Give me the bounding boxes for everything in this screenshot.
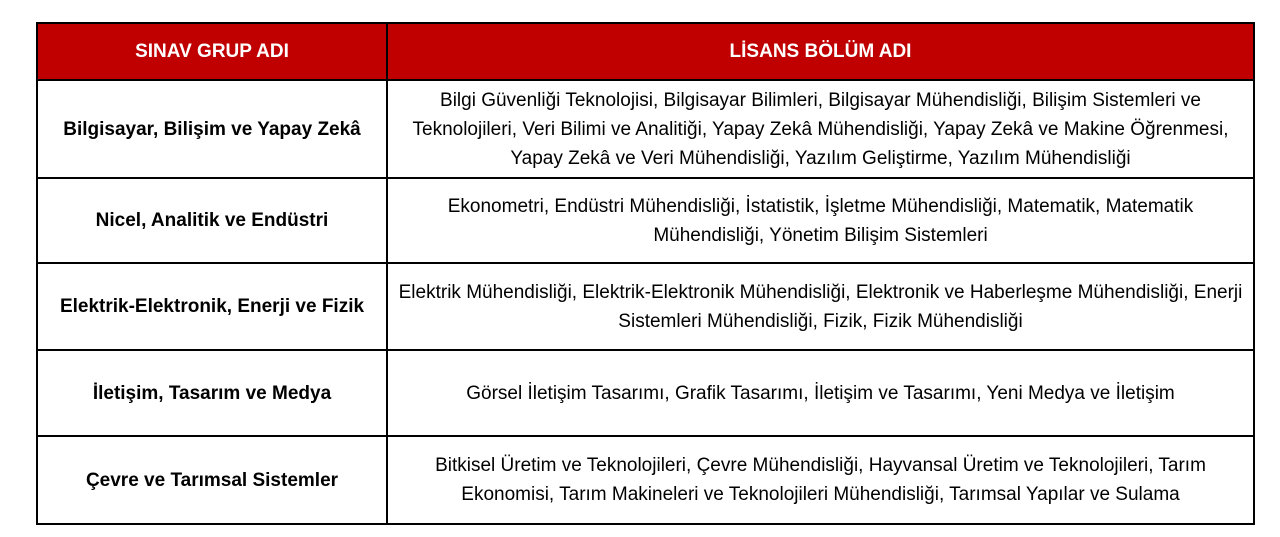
table-body	[37, 80, 1254, 524]
department-list: Elektrik Mühendisliği, Elektrik-Elektronik Mühendisliği, Elektronik ve Haberleşme Mühendisliği, Enerji Sistemleri Mühendisliği, Fizik, Fizik Mühendisliği	[387, 263, 1254, 350]
exam-group-table	[36, 22, 1255, 525]
department-list: Bilgi Güvenliği Teknolojisi, Bilgisayar Bilimleri, Bilgisayar Mühendisliği, Bilişim Sistemleri ve Teknolojileri, Veri Bilimi ve Analitiği, Yapay Zekâ Mühendisliği, Yapay Zekâ ve Makine Öğrenmesi, Yapay Zekâ ve Veri Mühendisliği, Yazılım Geliştirme, Yazılım Mühendisliği	[387, 80, 1254, 178]
department-list: Ekonometri, Endüstri Mühendisliği, İstatistik, İşletme Mühendisliği, Matematik, Matematik Mühendisliği, Yönetim Bilişim Sistemleri	[387, 178, 1254, 263]
table-row	[37, 436, 1254, 524]
exam-group-name: Çevre ve Tarımsal Sistemler	[37, 436, 387, 524]
exam-group-name: Bilgisayar, Bilişim ve Yapay Zekâ	[37, 80, 387, 178]
table-row	[37, 80, 1254, 178]
department-list: Görsel İletişim Tasarımı, Grafik Tasarımı, İletişim ve Tasarımı, Yeni Medya ve İletişim	[387, 350, 1254, 436]
table-row	[37, 350, 1254, 436]
table-row	[37, 178, 1254, 263]
exam-group-name: İletişim, Tasarım ve Medya	[37, 350, 387, 436]
header-row	[37, 23, 1254, 80]
table-row	[37, 263, 1254, 350]
header-exam-group: SINAV GRUP ADI	[37, 23, 387, 80]
department-list: Bitkisel Üretim ve Teknolojileri, Çevre Mühendisliği, Hayvansal Üretim ve Teknolojileri, Tarım Ekonomisi, Tarım Makineleri ve Teknolojileri Mühendisliği, Tarımsal Yapılar ve Sulama	[387, 436, 1254, 524]
table-header	[37, 23, 1254, 80]
header-undergraduate-department: LİSANS BÖLÜM ADI	[387, 23, 1254, 80]
exam-group-name: Elektrik-Elektronik, Enerji ve Fizik	[37, 263, 387, 350]
exam-group-name: Nicel, Analitik ve Endüstri	[37, 178, 387, 263]
